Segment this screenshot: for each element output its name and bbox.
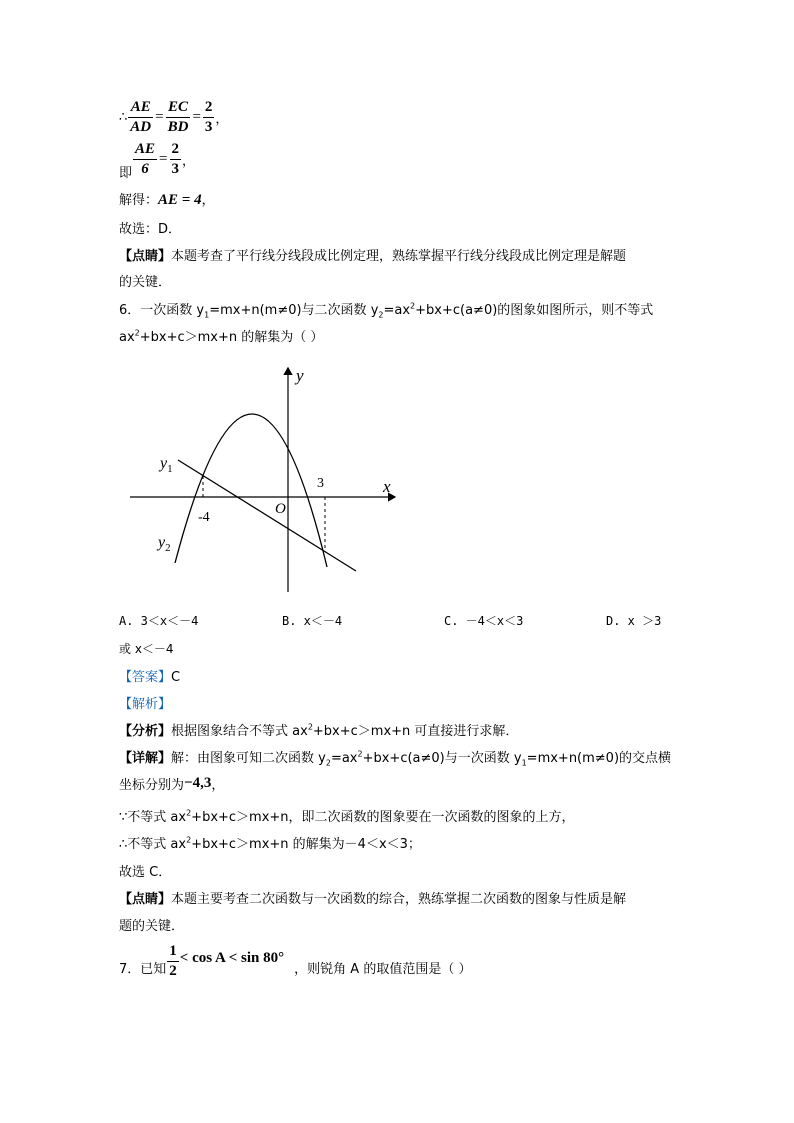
- y-axis-label: y: [296, 366, 304, 385]
- y1-label: $y_1$: [160, 455, 173, 475]
- option-d[interactable]: D. x ＞3: [606, 614, 662, 628]
- answer-line: [119, 666, 180, 685]
- solve-line: 解得：AE = 4，: [119, 192, 215, 208]
- option-b[interactable]: B. x＜－4: [282, 614, 343, 628]
- y2-label: $y_2$: [158, 534, 171, 554]
- fenxi-line: 【分析】根据图象结合不等式 $ax^2+bx+c>mx+n$ 可直接进行求解．: [119, 722, 519, 739]
- xiangjie-line1: 【详解】解：由图象可知二次函数 $y_2=ax^2+bx+c(a\ne 0)$与一次函数 $y_1=mx+n(m\ne 0)$的交点横: [119, 749, 672, 768]
- fraction-2-3: $\frac{2}{3}$: [204, 99, 213, 135]
- tick-label-3: 3: [317, 476, 324, 491]
- q7-stem: 7．已知 $\frac{1}{2}$ < cos A < sin 80°，则锐角 A 的取值范围是（ ）: [119, 943, 472, 979]
- dianjing-label: 【点睛】: [119, 249, 172, 264]
- parabola-y2: [175, 414, 327, 567]
- q6-dianjing-line2: 题的关键．: [119, 919, 185, 934]
- q6-dianjing-line1: 【点睛】本题主要考查二次函数与一次函数的综合，熟练掌握二次函数的图象与性质是解: [119, 892, 627, 907]
- q7-fraction: $\frac{1}{2}$: [169, 943, 177, 979]
- option-d-continued: 或 x＜－4: [119, 642, 174, 656]
- answer-label: 【答案】: [119, 670, 172, 685]
- answer-value: C: [171, 670, 181, 685]
- fraction-ec-bd: $\frac{EC}{BD}$: [167, 99, 189, 135]
- q7-inequality: < cos A < sin 80°: [179, 950, 285, 966]
- because-line: ∵不等式 $ax^2+bx+c>mx+n$，即二次函数的图象要在一次函数的图象的上方，: [119, 808, 575, 825]
- therefore-symbol: ∴: [119, 110, 128, 125]
- fraction-ae-6: $\frac{AE}{6}$: [135, 141, 156, 177]
- q6-choice: 故选 C．: [119, 865, 172, 880]
- ratio-line-2: 即 $\frac{AE}{6}$ = $\frac{2}{3}$ ，: [119, 141, 196, 181]
- tick-label-neg4: -4: [198, 510, 210, 525]
- option-a[interactable]: A. 3＜x＜－4: [119, 614, 199, 628]
- jiexi-label: 【解析】: [119, 697, 172, 712]
- x-axis-label: x: [383, 477, 391, 496]
- ae-equals-4: AE = 4: [158, 192, 202, 208]
- function-graph: [120, 360, 410, 605]
- intersection-values: −4,3: [184, 775, 212, 791]
- origin-label: O: [275, 501, 286, 517]
- prev-choice: 故选：D．: [119, 222, 182, 237]
- fraction-2-3-b: $\frac{2}{3}$: [171, 141, 179, 177]
- ratio-line-1: ∴ $\frac{AE}{AD}$ = $\frac{EC}{BD}$ = $\frac{2}{3}$ ，: [119, 99, 229, 135]
- q6-stem-line1: 6．一次函数 $y_1=mx+n(m\ne 0)$与二次函数 $y_2=ax^2+bx+c(a\ne 0)$的图象如图所示，则不等式: [119, 301, 654, 320]
- prev-dianjing-line1: 【点睛】本题考查了平行线分线段成比例定理，熟练掌握平行线分线段成比例定理是解题: [119, 249, 627, 264]
- so-line: ∴不等式 $ax^2+bx+c>mx+n$ 的解集为－4＜x＜3；: [119, 835, 421, 852]
- option-c[interactable]: C. －4＜x＜3: [444, 614, 524, 628]
- xiangjie-line2: 坐标分别为−4,3，: [119, 775, 225, 793]
- q6-stem-line2: $ax^2+bx+c>mx+n$ 的解集为（ ）: [119, 328, 324, 345]
- prev-dianjing-line2: 的关键．: [119, 275, 172, 290]
- fraction-ae-ad: $\frac{AE}{AD}$: [130, 99, 152, 135]
